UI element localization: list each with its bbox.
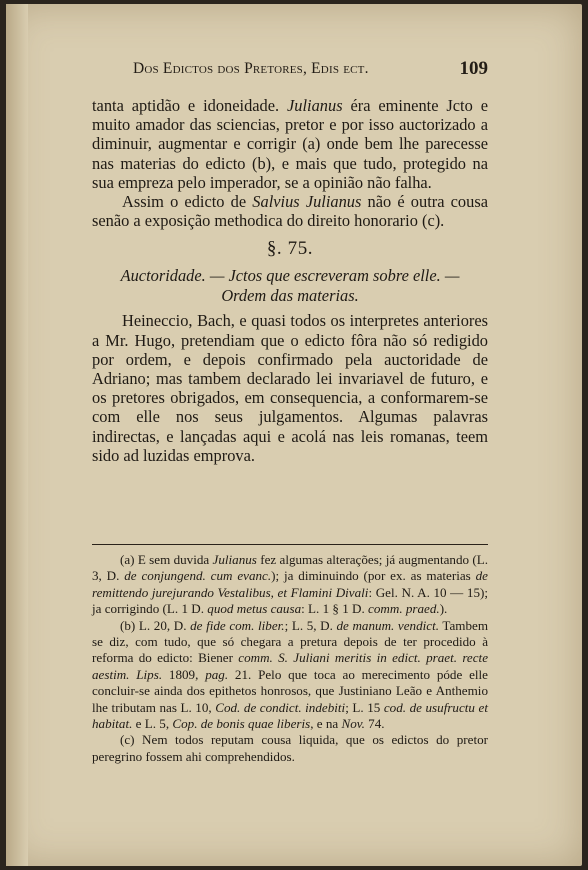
subheading-line-1 bbox=[92, 266, 488, 286]
italic-run: Cod. de condict. indebiti bbox=[215, 699, 346, 715]
running-title: Dos Edictos dos Pretores, Edis ect. bbox=[133, 60, 369, 77]
text-run: , e na bbox=[310, 716, 342, 732]
text-run: ; L. 5, D. bbox=[284, 617, 337, 633]
subheading-lead: Auctoridade. bbox=[120, 266, 206, 286]
text-run: 1809, bbox=[162, 666, 206, 682]
footnotes bbox=[92, 552, 488, 765]
italic-run: Cop. de bonis quae liberis bbox=[172, 716, 311, 732]
text-run: e L. 5, bbox=[132, 716, 173, 732]
text-run: Tambem se diz, com tudo, que só chegara a pretura depois de ter procedido à reforma do edicto: Biener bbox=[92, 617, 489, 666]
footnote-b bbox=[92, 618, 488, 733]
text-run: ; L. 15 bbox=[345, 699, 384, 715]
italic-run: Julianus bbox=[212, 552, 257, 567]
text-run: Heineccio, Bach, e quasi todos os interpretes anteriores a Mr. Hugo, pretendiam que o edicto fôra não só redigido por ordem, e depois confirmado pela auctoridade de Adriano; mas tambem declarado lei invariavel de futuro, e os pretores obrigados, em consequencia, a conformarem-se com elle nos seus julgamentos. Algumas palavras indirectas, e lançadas aqui e acolá nas leis romanas, teem sido ad luzidas emprova. bbox=[92, 311, 488, 465]
footnote-divider bbox=[92, 544, 488, 545]
text-run: ); ja diminuindo (por ex. as materias bbox=[271, 568, 476, 584]
text-run: (a) E sem duvida bbox=[120, 552, 213, 567]
text-run: 21. Pelo que toca ao merecimento póde elle concluir-se ainda dos epithetos honrosos, que Justiniano Leão e Anthemio lhe tributam nas L. 10, bbox=[92, 666, 488, 715]
section-subheading bbox=[92, 266, 488, 305]
text-run: : Gel. N. A. 10 — 15); ja corrigindo (L. 1 D. bbox=[92, 584, 488, 617]
text-run: (b) L. 20, D. bbox=[120, 617, 191, 633]
text-run: ). bbox=[439, 601, 448, 617]
italic-run: Salvius Julianus bbox=[252, 192, 362, 212]
text-run: não é outra cousa senão a exposição methodica do direito honorario (c). bbox=[92, 192, 488, 231]
italic-run: cod. de usufructu et habitat. bbox=[92, 699, 488, 732]
page-header bbox=[133, 58, 488, 82]
footnote-c bbox=[92, 732, 488, 765]
italic-run: pag. bbox=[205, 666, 229, 682]
section-title: §. 75. bbox=[266, 238, 314, 260]
text-run: 74. bbox=[364, 716, 385, 732]
text-run: : L. 1 § 1 D. bbox=[301, 601, 369, 617]
page-number: 109 bbox=[459, 58, 488, 79]
italic-run: quod metus causa bbox=[207, 601, 302, 617]
text-run: éra eminente Jcto e muito amador das sciencias, pretor e por isso auctorizado a diminuir, augmentar e corrigir (a) onde bem lhe parecesse nas materias do edicto (b), e mais que tudo, protegido na sua empreza pelo imperador, se a opinião não falha. bbox=[92, 96, 488, 192]
paragraph-3 bbox=[92, 311, 488, 465]
italic-run: de conjungend. cum evanc. bbox=[124, 568, 272, 584]
italic-run: Julianus bbox=[287, 96, 343, 115]
italic-run: de remittendo jurejurando Vestalibus, et Flamini Divali bbox=[92, 568, 488, 600]
italic-run: de fide com. liber. bbox=[190, 617, 285, 633]
subheading-line-2: Ordem das materias. bbox=[221, 285, 359, 305]
book-gutter bbox=[6, 4, 28, 866]
text-run: tanta aptidão e idoneidade. bbox=[92, 96, 288, 115]
paragraph-2 bbox=[92, 192, 488, 230]
paragraph-1 bbox=[92, 96, 488, 192]
footnote-a bbox=[92, 552, 488, 618]
text-run: Assim o edicto de bbox=[122, 192, 253, 212]
subheading-rest: — Jctos que escreveram sobre elle. — bbox=[205, 266, 460, 286]
text-run: fez algumas alterações; já augmentando (L. 3, D. bbox=[92, 552, 488, 584]
italic-run: comm. S. Juliani meritis in edict. praet. recte aestim. Lips. bbox=[92, 650, 489, 682]
main-text bbox=[92, 96, 488, 465]
italic-run: Nov. bbox=[341, 716, 365, 732]
italic-run: comm. praed. bbox=[368, 601, 440, 617]
italic-run: de manum. vendict. bbox=[336, 617, 439, 633]
text-run: (c) Nem todos reputam cousa liquida, que os edictos do pretor peregrino fossem ahi comprehendidos. bbox=[92, 732, 488, 764]
